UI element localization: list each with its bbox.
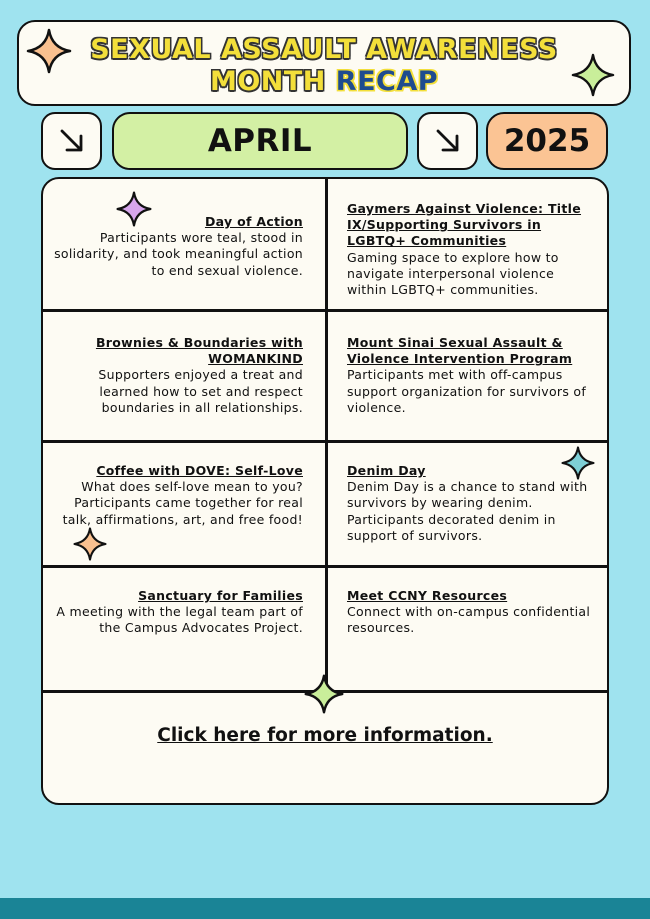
page-title-line2 [19,67,629,97]
event-cell [347,463,593,544]
title-recap-word: RECAP [335,66,439,97]
grid-divider-vertical [325,179,328,691]
event-cell [347,201,593,298]
event-description: A meeting with the legal team part of the Campus Advocates Project. [56,604,303,636]
event-cell [347,588,593,637]
event-title: Brownies & Boundaries with WOMANKIND [95,335,303,367]
grid-divider [43,565,607,568]
year-label: 2025 [486,112,608,170]
event-title: Denim Day [347,463,426,478]
page-title-line1: SEXUAL ASSAULT AWARENESS [90,34,558,65]
sparkle-icon [26,28,72,74]
arrow-down-right-icon [58,127,86,155]
sparkle-icon [73,527,107,561]
title-month-word: MONTH [209,66,336,97]
event-description: Supporters enjoyed a treat and learned how to set and respect boundaries in all relationships. [98,367,303,415]
arrow-box-right [417,112,478,170]
grid-divider [43,309,607,312]
event-title: Coffee with DOVE: Self-Love [96,463,303,478]
event-title: Meet CCNY Resources [347,588,508,603]
sparkle-icon [116,191,152,227]
event-cell [53,463,303,528]
more-info-link[interactable]: Click here for more information. [157,725,493,746]
event-cell [53,335,303,416]
sparkle-icon [561,446,595,480]
grid-divider [43,440,607,443]
event-description: Gaming space to explore how to navigate interpersonal violence within LGBTQ+ communities. [347,249,559,298]
arrow-down-right-icon [434,127,462,155]
footer-band [0,898,650,919]
event-cell [53,588,303,637]
arrow-box-left [41,112,102,170]
event-description: Participants wore teal, stood in solidarity, and took meaningful action to end sexual violence. [54,230,303,278]
event-title: Day of Action [204,214,303,229]
event-title: Mount Sinai Sexual Assault & Violence Intervention Program [347,335,573,367]
event-description: Connect with on-campus confidential resources. [347,604,591,636]
event-cell [53,214,303,279]
event-cell [347,335,593,416]
sparkle-icon [304,674,344,714]
event-description: What does self-love mean to you? Participants came together for real talk, affirmations, art, and free food! [62,479,303,527]
title-box [17,20,631,106]
event-title: Gaymers Against Violence: Title IX/Supporting Survivors in LGBTQ+ Communities [347,201,582,249]
event-description: Participants met with off-campus support organization for survivors of violence. [347,367,587,415]
sparkle-icon [571,53,615,97]
event-description: Denim Day is a chance to stand with survivors by wearing denim. Participants decorated denim in support of survivors. [347,479,588,543]
event-title: Sanctuary for Families [138,588,303,603]
month-label: APRIL [112,112,408,170]
